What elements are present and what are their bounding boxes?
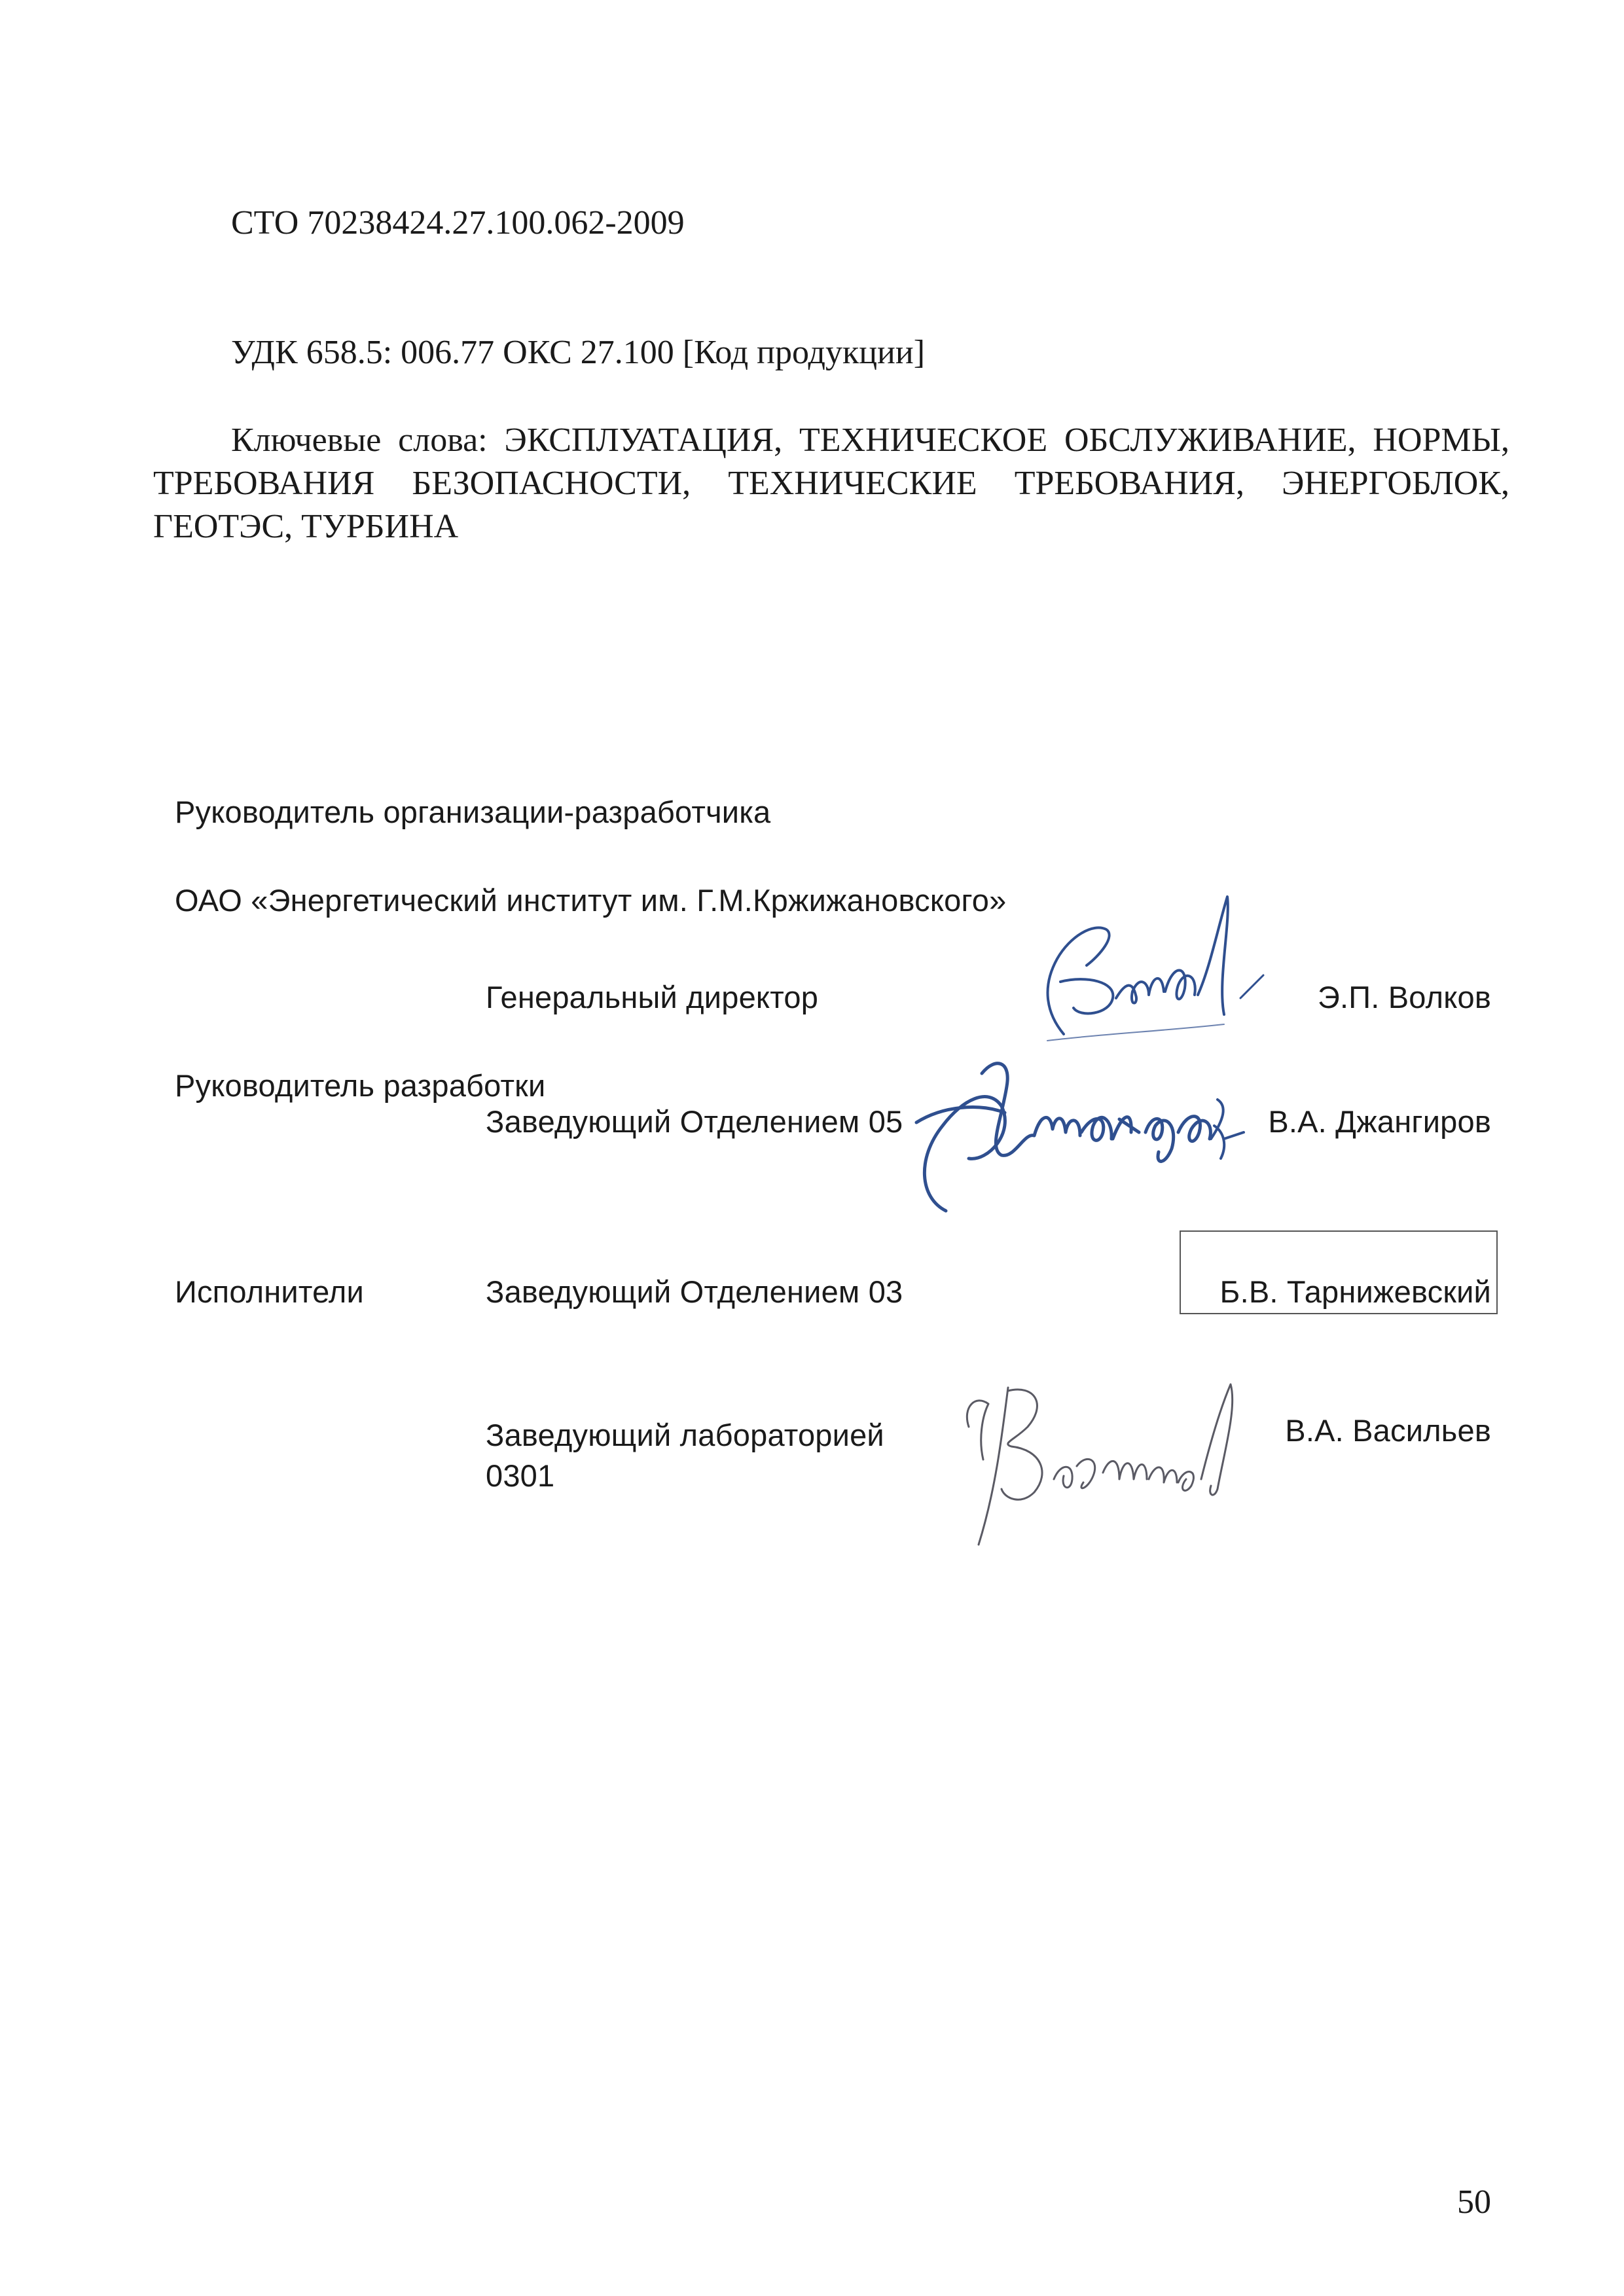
signature-volkov xyxy=(1001,884,1283,1047)
role-label: Руководитель разработки xyxy=(175,1068,546,1103)
keywords-paragraph xyxy=(153,419,1509,548)
organization-name: ОАО «Энергетический институт им. Г.М.Кржижановского» xyxy=(175,883,1007,918)
signer-name: Э.П. Волков xyxy=(1317,980,1491,1014)
developer-head-heading: Руководитель организации-разработчика xyxy=(175,795,771,829)
role-label: Исполнители xyxy=(175,1274,364,1309)
udk-classification: УДК 658.5: 006.77 ОКС 27.100 [Код продукции] xyxy=(231,334,926,371)
keywords-label: Ключевые слова: xyxy=(231,422,488,459)
keywords-text: ЭКСПЛУАТАЦИЯ, ТЕХНИЧЕСКОЕ ОБСЛУЖИВАНИЕ, НОРМЫ, ТРЕБОВАНИЯ БЕЗОПАСНОСТИ, ТЕХНИЧЕСКИЕ ТРЕБОВАНИЯ, ЭНЕРГОБЛОК, ГЕОТЭС, ТУРБИНА xyxy=(153,422,1509,545)
signature-vasilyev xyxy=(943,1368,1250,1551)
document-code: СТО 70238424.27.100.062-2009 xyxy=(231,204,685,242)
signer-position: Заведующий Отделением 05 xyxy=(486,1104,903,1139)
page-number: 50 xyxy=(1457,2183,1491,2221)
signer-position: Заведующий Отделением 03 xyxy=(486,1274,903,1309)
signer-name: В.А. Васильев xyxy=(1285,1413,1491,1448)
signer-position: Заведующий лабораторией 0301 xyxy=(486,1418,884,1493)
signature-dzhangirov xyxy=(897,1034,1250,1224)
signer-position: Генеральный директор xyxy=(486,980,819,1014)
signer-name: В.А. Джангиров xyxy=(1268,1104,1491,1139)
signer-name: Б.В. Тарнижевский xyxy=(1219,1274,1491,1309)
